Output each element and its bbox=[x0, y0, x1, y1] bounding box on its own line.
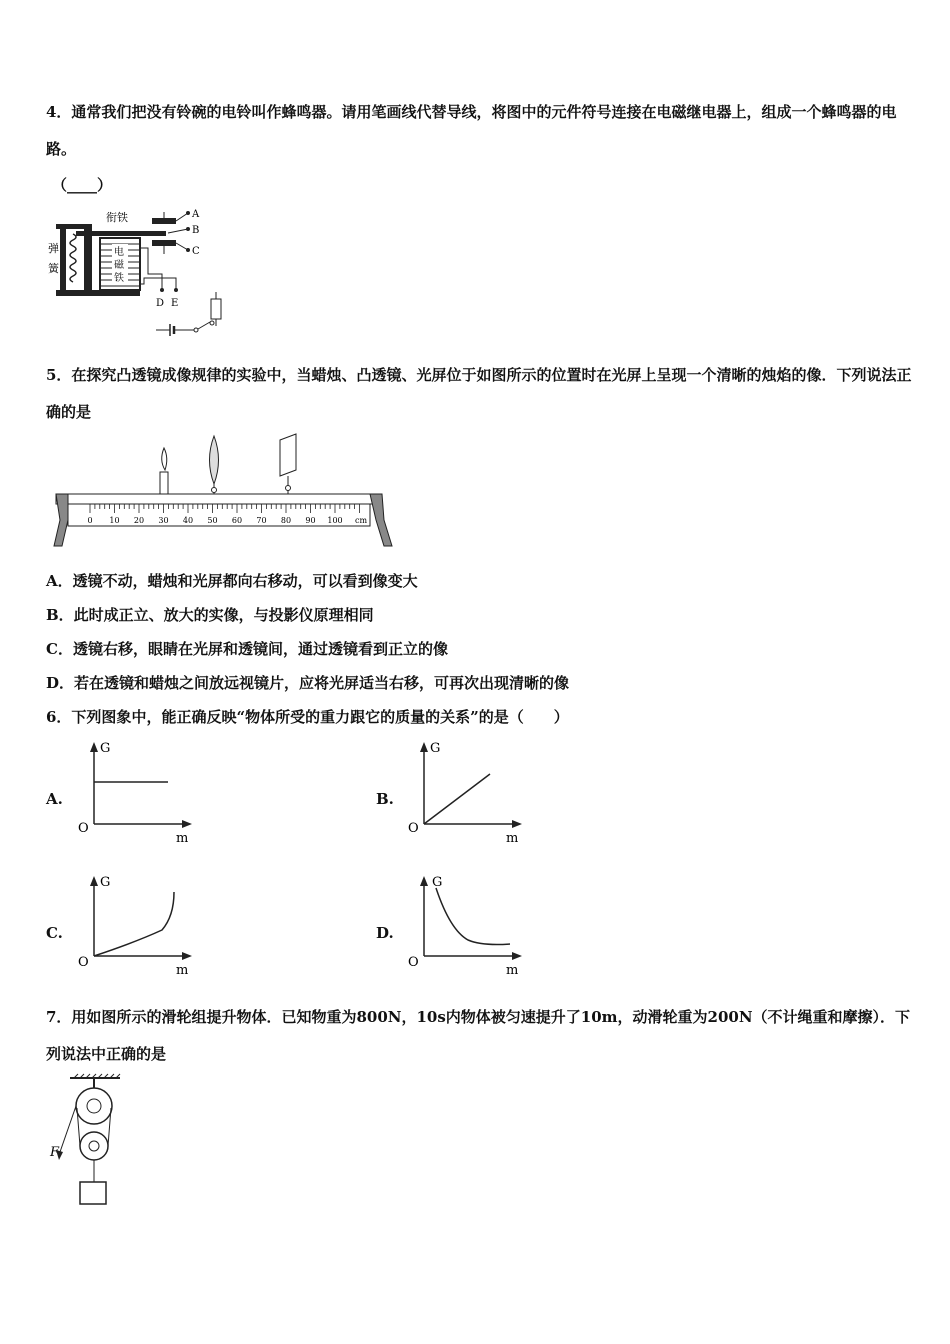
q5-option-c: C．透镜右移，眼睛在光屏和透镜间，通过透镜看到正立的像 bbox=[46, 640, 448, 658]
graph-b bbox=[406, 736, 536, 846]
graph-c-x-label: m bbox=[176, 963, 189, 978]
ruler-label: 70 bbox=[256, 516, 267, 525]
graph-b-x-label: m bbox=[506, 831, 519, 846]
ruler-label: 20 bbox=[133, 516, 145, 525]
graph-d-label: D. bbox=[376, 924, 394, 942]
ruler-label: 80 bbox=[280, 516, 292, 525]
graph-c-origin: O bbox=[78, 955, 89, 970]
graph-d bbox=[406, 870, 536, 980]
bench-rail bbox=[56, 494, 382, 504]
ruler-label: 100 bbox=[327, 516, 343, 525]
candle bbox=[160, 472, 168, 494]
graph-d-curve bbox=[436, 888, 510, 945]
spring-label-2: 簧 bbox=[48, 262, 59, 275]
graph-b-label: B. bbox=[376, 790, 394, 808]
graph-c-label: C. bbox=[46, 924, 63, 942]
bench-leg-right bbox=[370, 494, 392, 546]
ruler-label: 60 bbox=[231, 516, 243, 525]
magnet-label-2: 磁 bbox=[114, 260, 124, 271]
q5-option-d: D．若在透镜和蜡烛之间放远视镜片，应将光屏适当右移，可再次出现清晰的像 bbox=[46, 674, 570, 692]
switch bbox=[198, 322, 210, 329]
graph-a-origin: O bbox=[78, 821, 89, 836]
question-4-blank: （____） bbox=[52, 176, 113, 194]
load-block bbox=[80, 1182, 106, 1204]
spring-label-1: 弹 bbox=[48, 242, 59, 255]
ruler-label: 90 bbox=[305, 516, 316, 525]
magnet-label-1: 电 bbox=[114, 247, 124, 258]
optical-bench-figure bbox=[46, 432, 396, 550]
question-7-text: 7．用如图所示的滑轮组提升物体．已知物重为800N，10s内物体被匀速提升了10m，动滑轮重为200N（不计绳重和摩擦）．下列说法中正确的是 bbox=[46, 1008, 911, 1063]
terminal-b: B bbox=[192, 225, 200, 236]
ruler-label: 50 bbox=[207, 516, 218, 525]
question-4-text: 4．通常我们把没有铃碗的电铃叫作蜂鸣器。请用笔画线代替导线，将图中的元件符号连接在电磁继电器上，组成一个蜂鸣器的电路。 bbox=[46, 103, 897, 158]
question-5-text: 5．在探究凸透镜成像规律的实验中，当蜡烛、凸透镜、光屏位于如图所示的位置时在光屏上呈现一个清晰的烛焰的像．下列说法正确的是 bbox=[46, 366, 912, 421]
terminal-a: A bbox=[192, 209, 200, 220]
armature bbox=[76, 231, 166, 236]
ruler-label: 10 bbox=[109, 516, 120, 525]
question-6-text: 6．下列图象中，能正确反映“物体所受的重力跟它的质量的关系”的是（ ） bbox=[46, 708, 569, 726]
ruler-label: 30 bbox=[158, 516, 169, 525]
terminal-e: E bbox=[171, 298, 179, 309]
q5-option-a: A．透镜不动，蜡烛和光屏都向右移动，可以看到像变大 bbox=[46, 572, 418, 590]
graph-c-curve bbox=[94, 892, 174, 956]
candle-flame bbox=[162, 448, 167, 470]
ruler-label: 40 bbox=[182, 516, 194, 525]
spring bbox=[70, 234, 76, 282]
terminal-c: C bbox=[192, 246, 200, 257]
graph-d-y-label: G bbox=[432, 875, 443, 890]
pull-rope bbox=[60, 1106, 76, 1152]
graph-b-curve bbox=[424, 774, 490, 824]
ruler-unit: cm bbox=[355, 516, 368, 525]
graph-c-y-label: G bbox=[100, 875, 111, 890]
convex-lens bbox=[210, 436, 219, 484]
light-screen bbox=[280, 434, 296, 476]
graph-d-x-label: m bbox=[506, 963, 519, 978]
graph-a-x-label: m bbox=[176, 831, 189, 846]
force-label: F bbox=[50, 1145, 60, 1160]
armature-label: 衔铁 bbox=[106, 211, 128, 224]
terminal-d: D bbox=[156, 298, 165, 309]
graph-b-origin: O bbox=[408, 821, 419, 836]
magnet-label-3: 铁 bbox=[114, 273, 124, 284]
relay-figure bbox=[46, 204, 236, 344]
q5-option-b: B．此时成正立、放大的实像，与投影仪原理相同 bbox=[46, 606, 374, 624]
graph-a bbox=[76, 736, 206, 846]
graph-b-y-label: G bbox=[430, 741, 441, 756]
graph-a-label: A. bbox=[46, 790, 63, 808]
graph-d-origin: O bbox=[408, 955, 419, 970]
graph-a-y-label: G bbox=[100, 741, 111, 756]
pulley-figure bbox=[46, 1074, 136, 1214]
buzzer bbox=[211, 299, 221, 319]
ruler-label: 0 bbox=[87, 516, 93, 525]
graph-c bbox=[76, 870, 206, 980]
